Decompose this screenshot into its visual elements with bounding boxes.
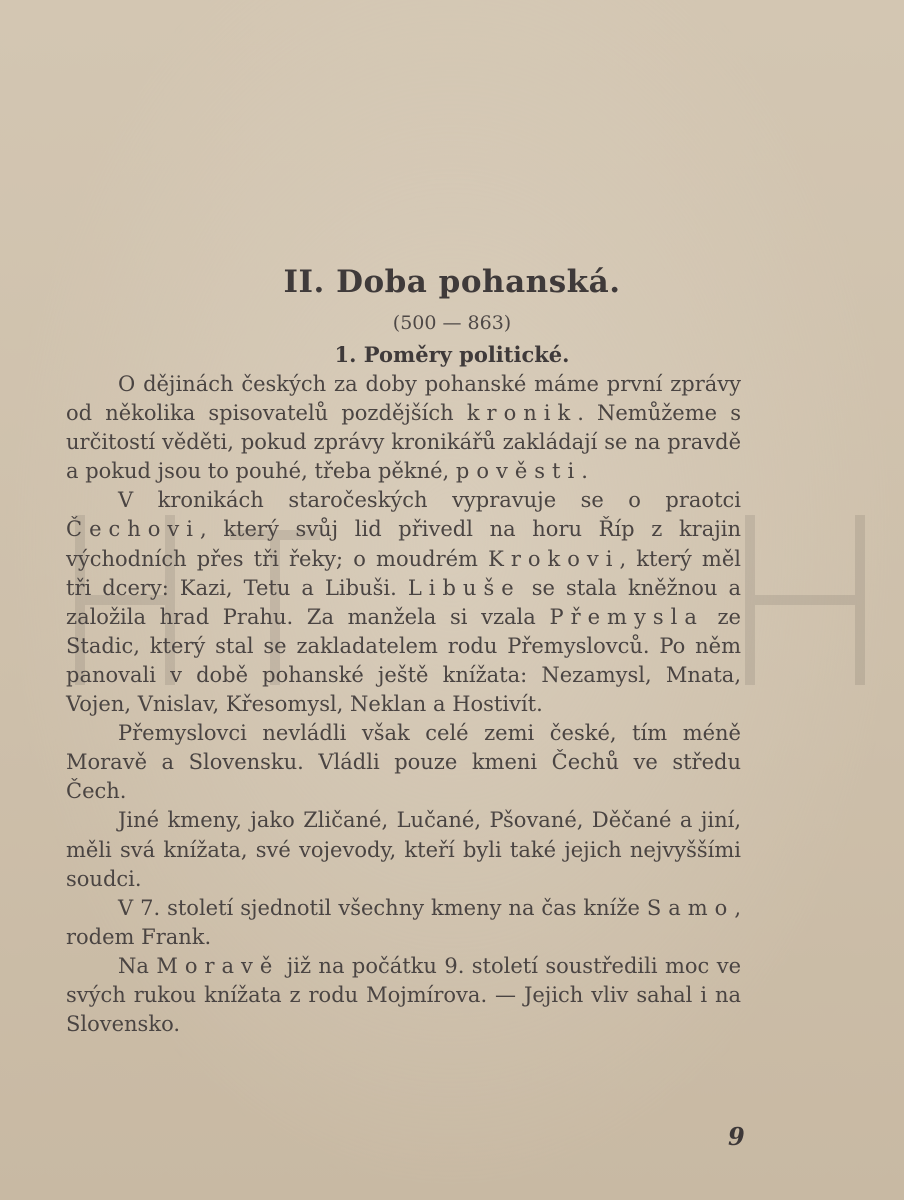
spaced-word: Čechovi <box>66 517 201 542</box>
body-text <box>66 370 741 1039</box>
text-run: již na počátku 9. století soustředili moc ve svých rukou knížata z rodu Mojmírova. — Jejich vliv sahal i na Slovensko. <box>66 953 741 1037</box>
spaced-word: Libuše <box>407 575 521 600</box>
text-run: , který měl tři dcery: Kazi, Tetu a Libuši. <box>66 546 741 600</box>
text-run: V 7. století sjednotil všechny kmeny na čas kníže <box>118 895 647 920</box>
paragraph-6 <box>66 952 741 1039</box>
text-run: . <box>581 459 588 484</box>
chapter-title: II. Doba pohanská. <box>283 264 621 300</box>
text-run: . Nemůžeme s určitostí věděti, pokud zprávy kronikářů zakládají se na pravdě a pokud jsou to pouhé, třeba pěkné, <box>66 401 741 484</box>
spaced-word: Přemysla <box>549 604 704 629</box>
paragraph-5 <box>66 894 741 952</box>
text-run: V kronikách staročeských vypravuje se o praotci <box>118 488 741 513</box>
text-run: , který svůj lid přivedl na horu Říp z krajin východních přes tři řeky; o moudrém <box>66 517 741 571</box>
text-run: , rodem Frank. <box>66 895 741 949</box>
text-run: O dějinách českých za doby pohanské máme první zprávy od několika spisovatelů pozdějších <box>66 372 741 426</box>
text-run: ze Stadic, který stal se zakladatelem rodu Přemyslovců. Po něm panovali v době pohanské ještě knížata: Nezamysl, Mnata, Vojen, Vnislav, Křesomysl, Neklan a Hostivít. <box>66 604 741 717</box>
paragraph-3: Přemyslovci nevládli však celé zemi české, tím méně Moravě a Slovensku. Vládli pouze kmeni Čechů ve středu Čech. <box>66 721 741 804</box>
text-run: Na <box>118 953 157 978</box>
spaced-word: Krokovi <box>488 546 620 571</box>
paragraph-4: Jiné kmeny, jako Zličané, Lučané, Pšované, Děčané a jiní, měli svá knížata, své vojevody, kteří byli také jejich nejvyššími soudci. <box>66 808 741 891</box>
paragraph-1 <box>66 370 741 486</box>
spaced-word: pověsti <box>455 459 582 484</box>
spaced-word: Moravě <box>156 953 280 978</box>
section-title: 1. Poměry politické. <box>334 342 570 367</box>
paragraph-2 <box>66 486 741 719</box>
spaced-word: kronik <box>466 401 578 426</box>
text-run: se stala kněžnou a založila hrad Prahu. Za manžela si vzala <box>66 575 741 629</box>
page-number: 9 <box>728 1122 745 1151</box>
spaced-word: Samo <box>646 895 735 920</box>
chapter-years: (500 — 863) <box>392 312 512 334</box>
